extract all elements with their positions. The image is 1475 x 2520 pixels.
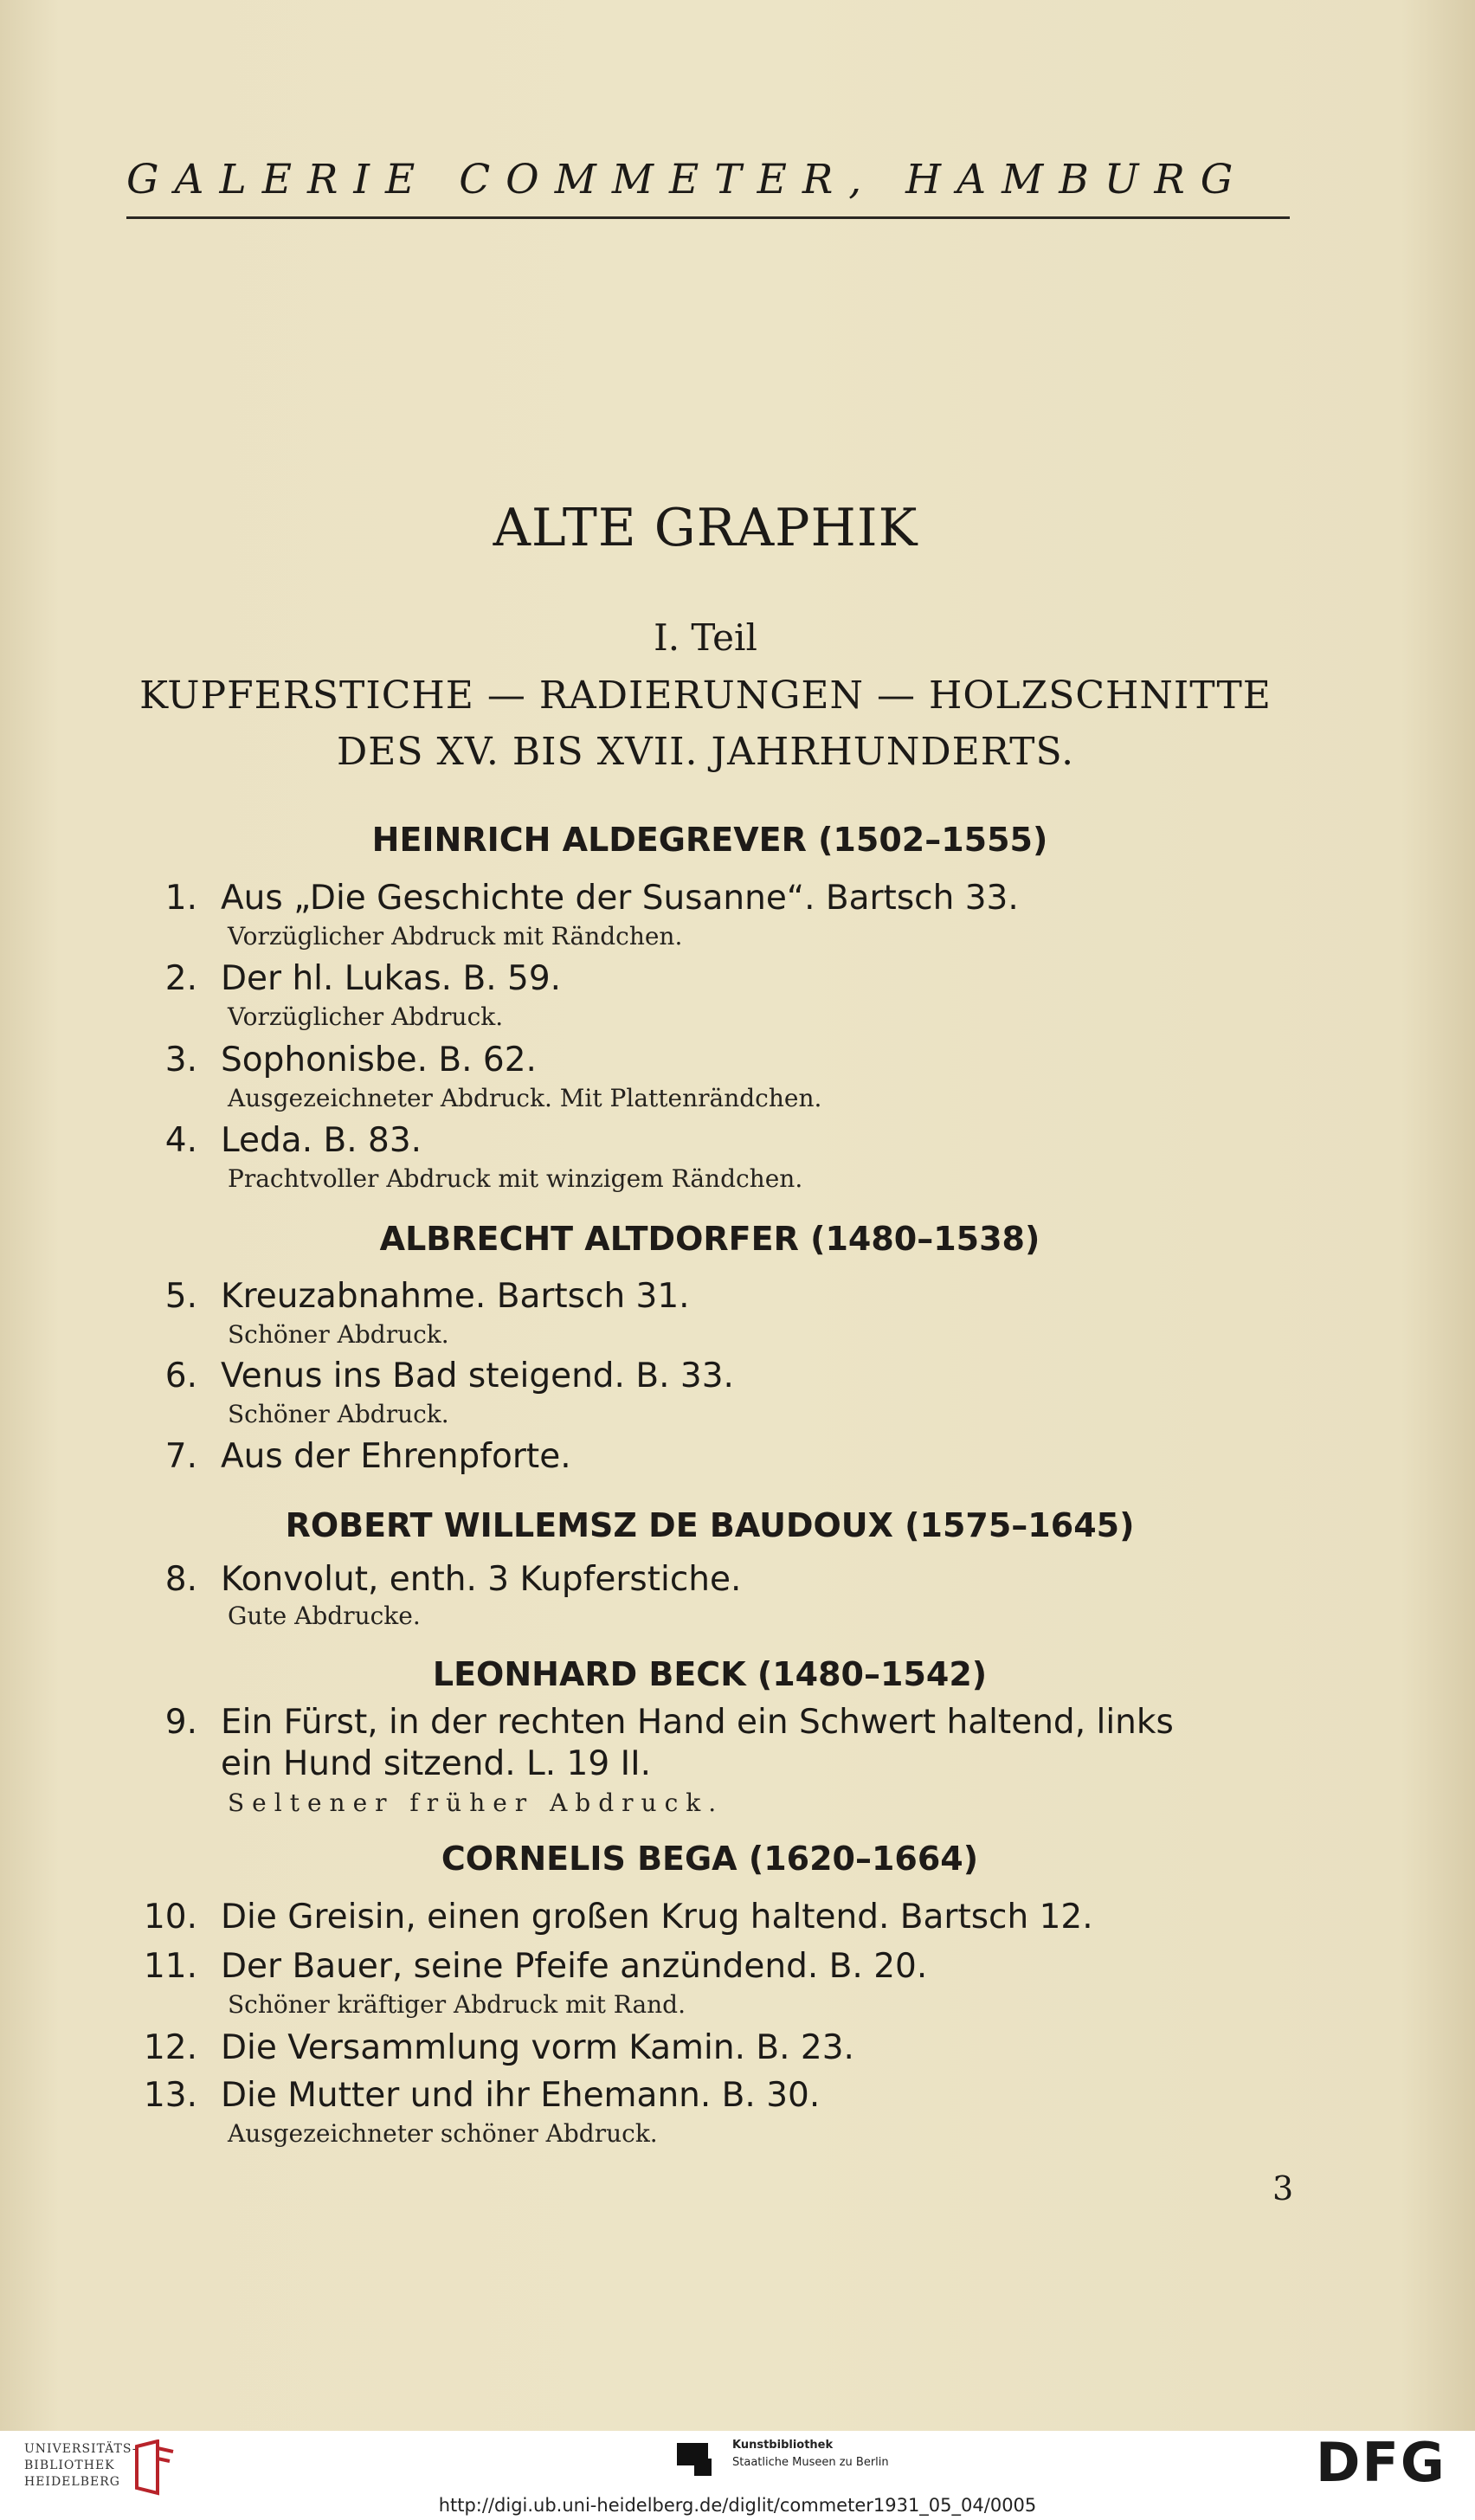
entry-note: Schöner Abdruck. [228, 1320, 449, 1349]
entry-number: 1. [164, 879, 197, 918]
entry-title: Der Bauer, seine Pfeife anzündend. B. 20. [221, 1947, 928, 1986]
entry-note: Prachtvoller Abdruck mit winzigem Rändchen. [228, 1164, 803, 1193]
entry-note: Vorzüglicher Abdruck mit Rändchen. [228, 922, 683, 951]
entry-number: 10. [143, 1898, 197, 1937]
entry-title: Venus ins Bad steigend. B. 33. [221, 1357, 734, 1395]
artist-heading: ALBRECHT ALTDORFER (1480–1538) [379, 1220, 1040, 1258]
entry-number: 13. [143, 2076, 197, 2115]
entry-note: Vorzüglicher Abdruck. [228, 1002, 504, 1031]
entry-number: 7. [164, 1437, 197, 1476]
kunstbibliothek-logo-icon[interactable] [677, 2438, 718, 2476]
entry-number: 11. [143, 1947, 197, 1986]
entry-number: 3. [164, 1041, 197, 1080]
entry-title: Leda. B. 83. [221, 1121, 422, 1160]
university-library-label[interactable] [24, 2441, 138, 2491]
entry-title: Die Greisin, einen großen Krug haltend. Bartsch 12. [221, 1898, 1093, 1937]
entry-title: Aus „Die Geschichte der Susanne“. Bartsch 33. [221, 879, 1019, 918]
entry-note: Gute Abdrucke. [228, 1602, 421, 1630]
uni-line: BIBLIOTHEK [24, 2459, 115, 2472]
entry-number: 6. [164, 1357, 197, 1395]
part-label: I. Teil [654, 616, 757, 659]
subtitle-line-1: KUPFERSTICHE — RADIERUNGEN — HOLZSCHNITTE [139, 674, 1272, 718]
entry-number: 8. [164, 1560, 197, 1599]
entry-number: 5. [164, 1277, 197, 1316]
kb-subtitle: Staatliche Museen zu Berlin [732, 2456, 889, 2469]
entry-number: 9. [164, 1703, 197, 1742]
entry-title: Ein Fürst, in der rechten Hand ein Schwert haltend, links [221, 1703, 1174, 1742]
gallery-header: GALERIE COMMETER, HAMBURG [126, 156, 1249, 203]
entry-note: Schöner kräftiger Abdruck mit Rand. [228, 1990, 686, 2019]
entry-title: Die Versammlung vorm Kamin. B. 23. [221, 2028, 854, 2067]
entry-number: 2. [164, 959, 197, 998]
artist-heading: HEINRICH ALDEGREVER (1502–1555) [371, 821, 1048, 859]
entry-number: 12. [143, 2028, 197, 2067]
entry-note: Ausgezeichneter schöner Abdruck. [228, 2119, 658, 2148]
uni-line: HEIDELBERG [24, 2475, 120, 2489]
header-rule [126, 216, 1290, 219]
entry-note: Seltener früher Abdruck. [228, 1788, 725, 1817]
entry-note: Ausgezeichneter Abdruck. Mit Plattenrändchen. [228, 1084, 822, 1112]
artist-heading: ROBERT WILLEMSZ DE BAUDOUX (1575–1645) [285, 1506, 1135, 1544]
entry-title-continued: ein Hund sitzend. L. 19 II. [221, 1744, 651, 1783]
entry-title: Kreuzabnahme. Bartsch 31. [221, 1277, 690, 1316]
dfg-logo[interactable]: DFG [1316, 2431, 1446, 2494]
entry-number: 4. [164, 1121, 197, 1160]
entry-title: Die Mutter und ihr Ehemann. B. 30. [221, 2076, 821, 2115]
uni-line: UNIVERSITÄTS- [24, 2442, 138, 2456]
artist-heading: LEONHARD BECK (1480–1542) [432, 1655, 988, 1693]
artist-heading: CORNELIS BEGA (1620–1664) [441, 1840, 979, 1878]
subtitle-line-2: DES XV. BIS XVII. JAHRHUNDERTS. [336, 730, 1075, 774]
kb-name: Kunstbibliothek [732, 2439, 834, 2452]
entry-title: Aus der Ehrenpforte. [221, 1437, 571, 1476]
page-number: 3 [1272, 2169, 1294, 2207]
entry-title: Der hl. Lukas. B. 59. [221, 959, 562, 998]
source-url[interactable]: http://digi.ub.uni-heidelberg.de/diglit/commeter1931_05_04/0005 [438, 2495, 1037, 2516]
main-title: ALTE GRAPHIK [493, 498, 918, 558]
entry-note: Schöner Abdruck. [228, 1400, 449, 1428]
entry-title: Sophonisbe. B. 62. [221, 1041, 537, 1080]
university-logo-icon[interactable] [132, 2439, 180, 2497]
kunstbibliothek-label[interactable] [732, 2437, 889, 2472]
entry-title: Konvolut, enth. 3 Kupferstiche. [221, 1560, 742, 1599]
